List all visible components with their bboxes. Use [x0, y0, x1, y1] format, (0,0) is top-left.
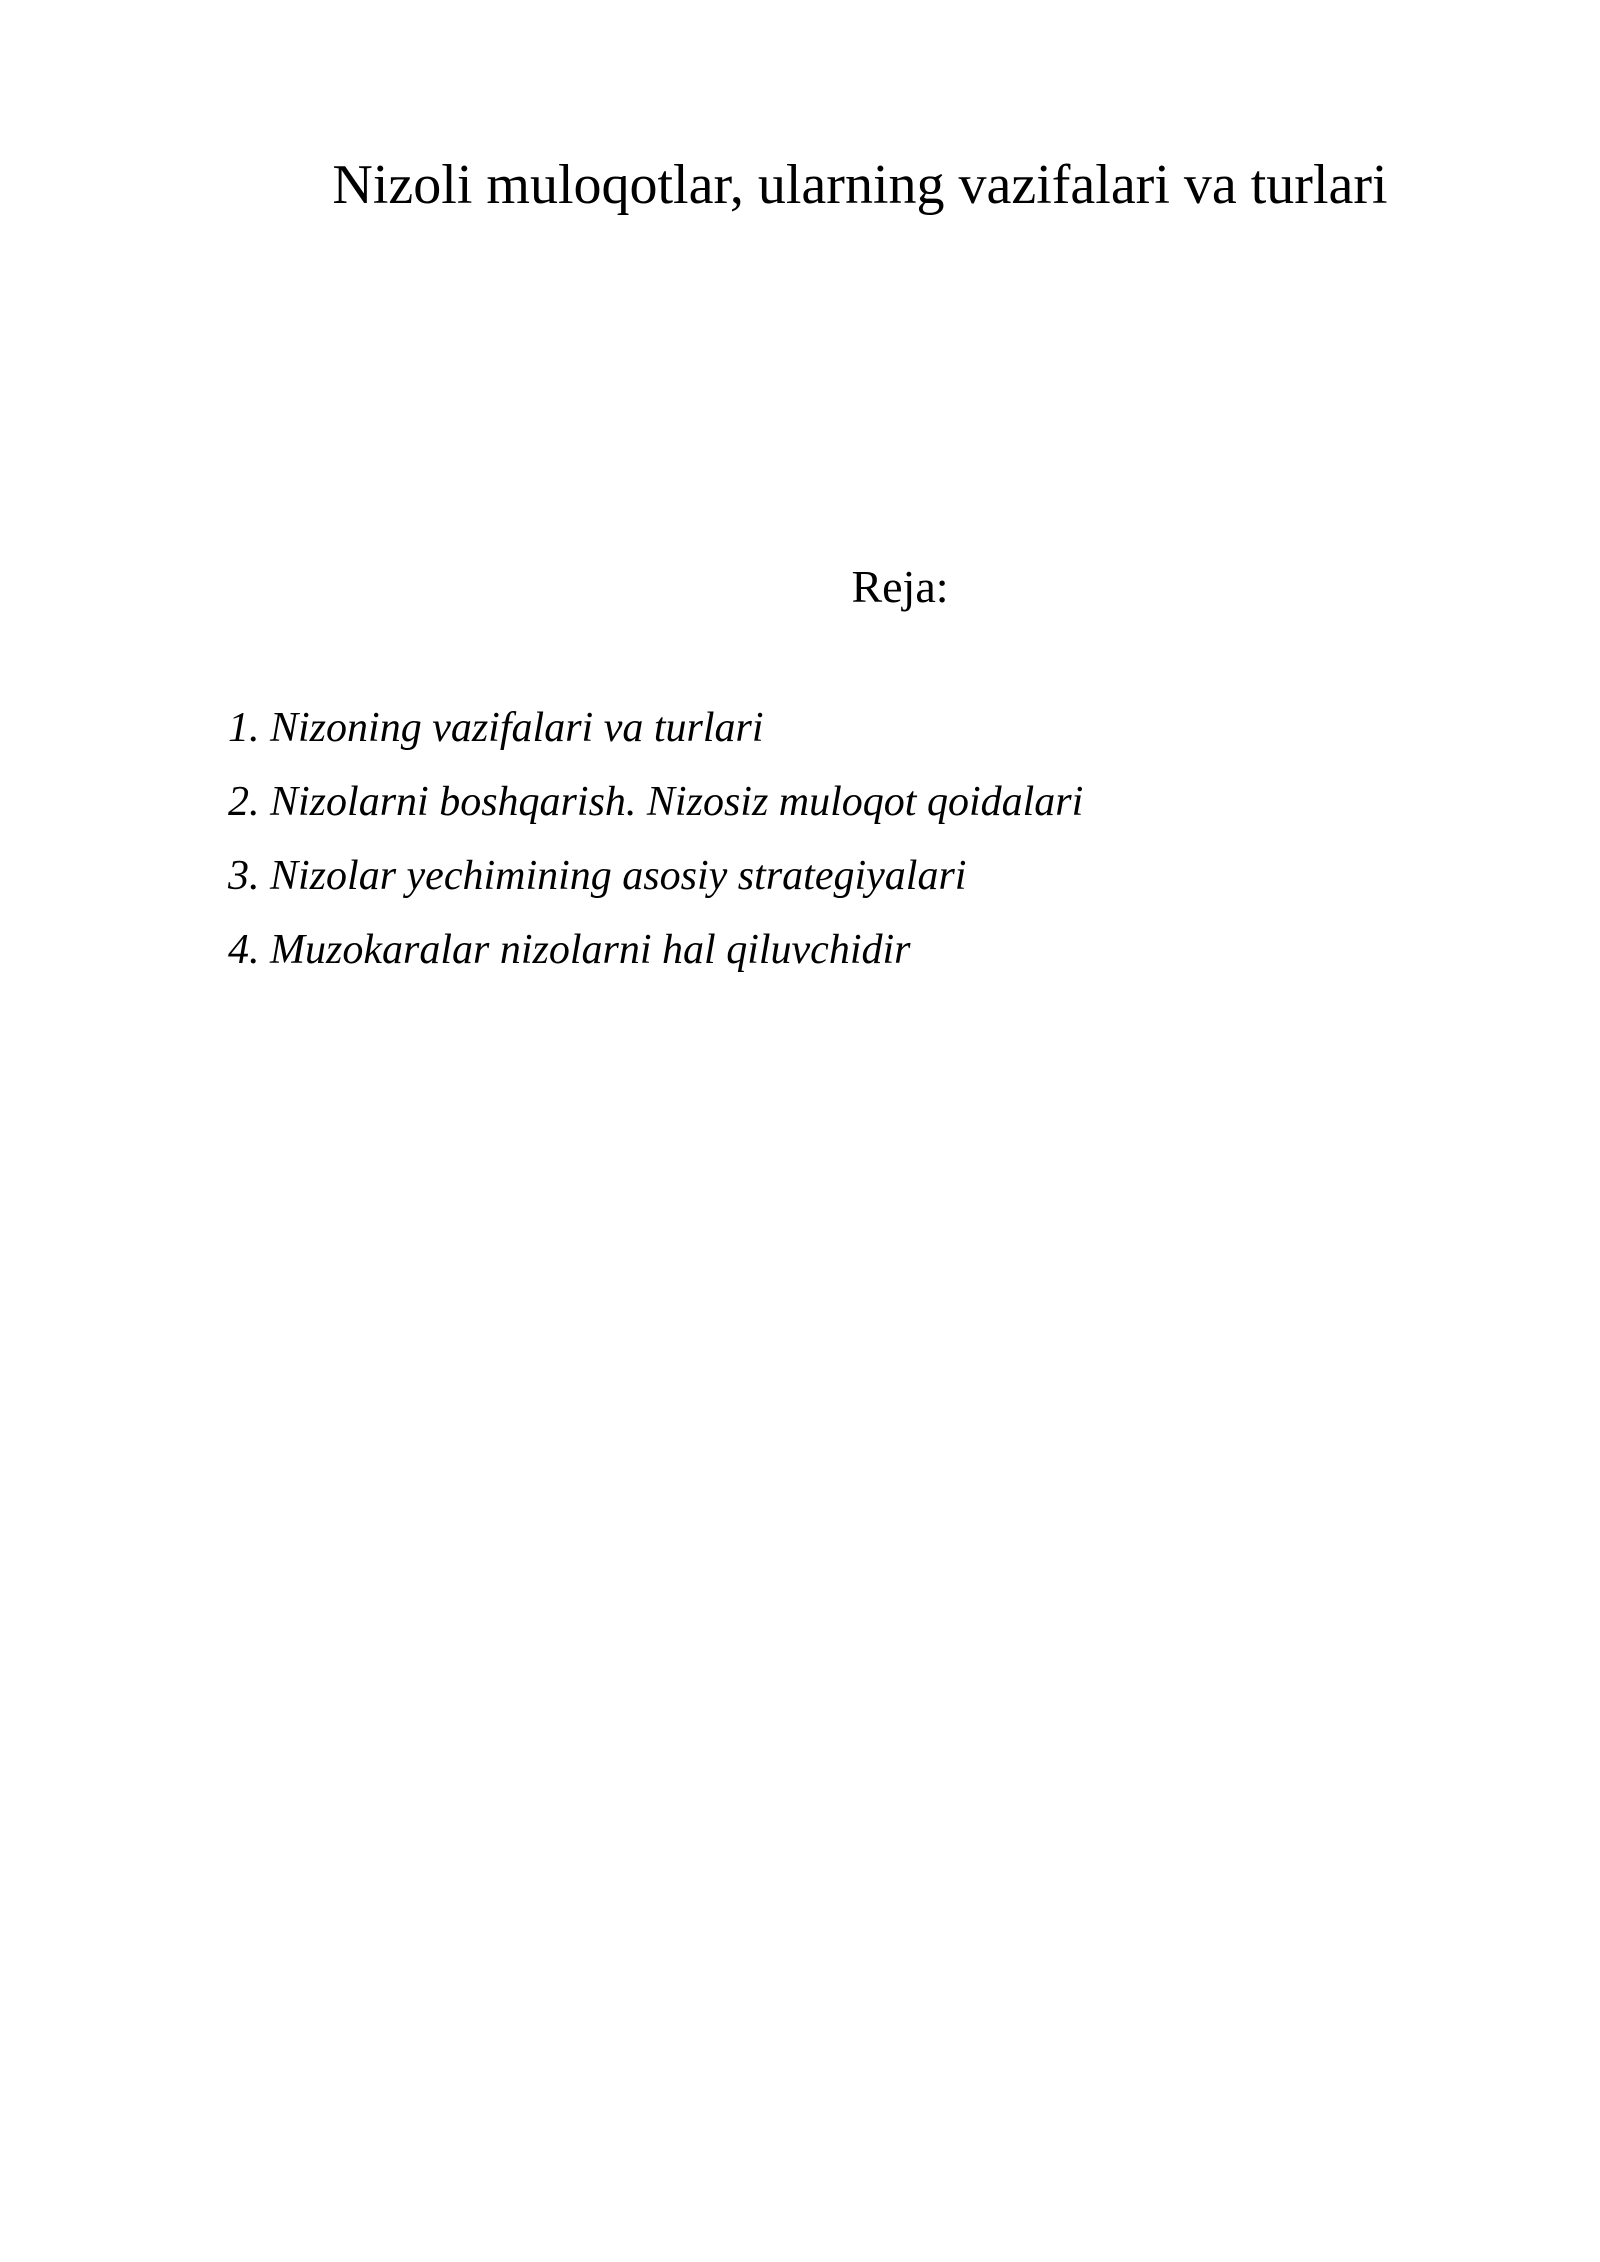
plan-item-1: 1. Nizoning vazifalari va turlari	[228, 705, 764, 751]
plan-item-4: 4. Muzokaralar nizolarni hal qiluvchidir	[228, 927, 911, 973]
plan-item-2: 2. Nizolarni boshqarish. Nizosiz muloqot qoidalari	[228, 779, 1084, 825]
document-title: Nizoli muloqotlar, ularning vazifalari va turlari	[332, 154, 1388, 216]
plan-list	[228, 700, 1083, 996]
plan-item-3: 3. Nizolar yechimining asosiy strategiyalari	[228, 853, 967, 899]
plan-heading: Reja:	[851, 561, 949, 612]
